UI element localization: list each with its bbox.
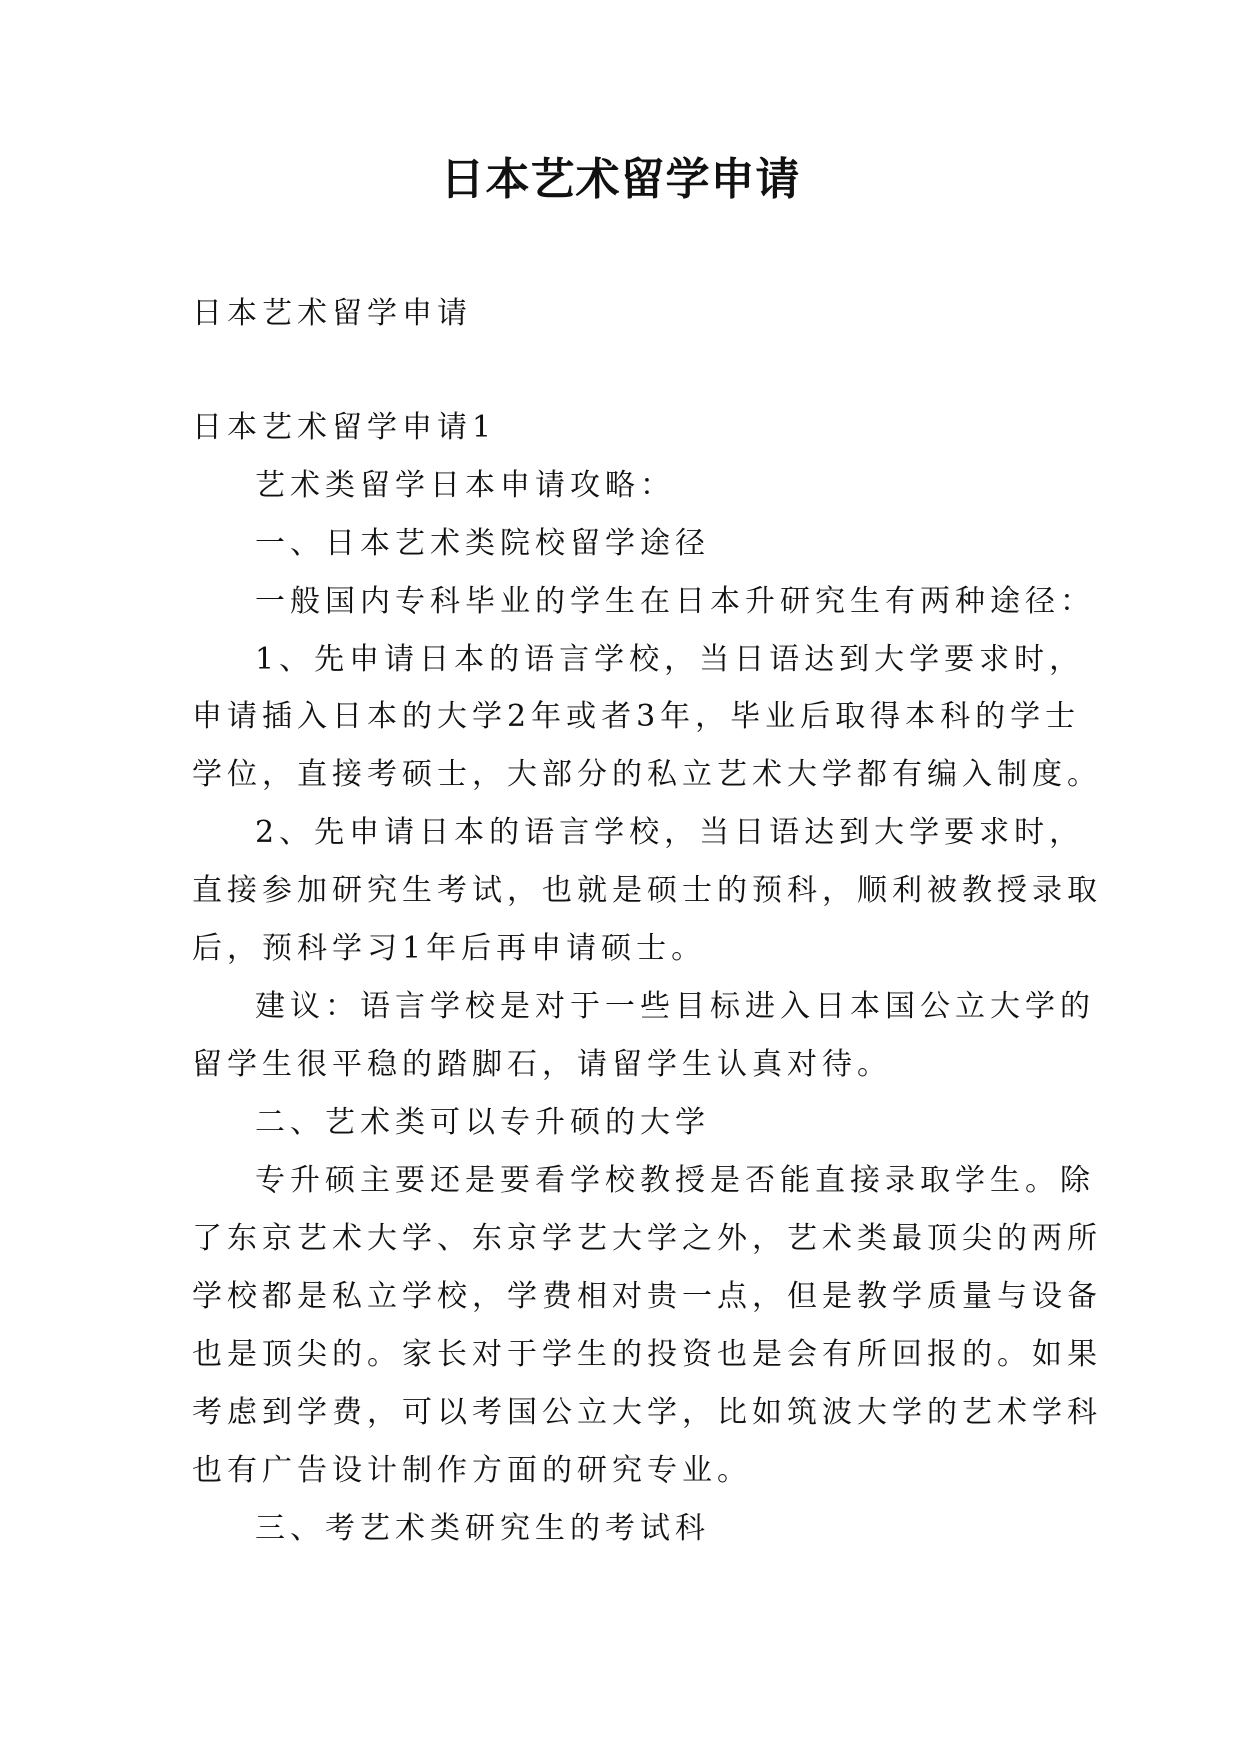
paragraph-line: 1、先申请日本的语言学校，当日语达到大学要求时， — [255, 642, 1085, 677]
paragraph-line: 也是顶尖的。家长对于学生的投资也是会有所回报的。如果 — [192, 1337, 1102, 1372]
document-title: 日本艺术留学申请 — [440, 154, 801, 205]
paragraph-line: 一、日本艺术类院校留学途径 — [255, 526, 710, 561]
paragraph-line: 留学生很平稳的踏脚石，请留学生认真对待。 — [192, 1047, 892, 1082]
paragraph-line: 也有广告设计制作方面的研究专业。 — [192, 1453, 752, 1488]
paragraph-line: 考虑到学费，可以考国公立大学，比如筑波大学的艺术学科 — [192, 1395, 1102, 1430]
paragraph-line: 2、先申请日本的语言学校，当日语达到大学要求时， — [255, 815, 1085, 850]
paragraph-line: 申请插入日本的大学2年或者3年，毕业后取得本科的学士 — [192, 699, 1081, 734]
paragraph-line: 专升硕主要还是要看学校教授是否能直接录取学生。除 — [255, 1163, 1095, 1198]
paragraph-line: 一般国内专科毕业的学生在日本升研究生有两种途径： — [255, 584, 1095, 619]
paragraph-line: 建议：语言学校是对于一些目标进入日本国公立大学的 — [255, 989, 1095, 1024]
paragraph-line: 直接参加研究生考试，也就是硕士的预科，顺利被教授录取 — [192, 873, 1102, 908]
paragraph-line: 学校都是私立学校，学费相对贵一点，但是教学质量与设备 — [192, 1279, 1102, 1314]
paragraph-line: 二、艺术类可以专升硕的大学 — [255, 1105, 710, 1140]
section-heading: 日本艺术留学申请1 — [192, 410, 497, 445]
paragraph-line: 学位，直接考硕士，大部分的私立艺术大学都有编入制度。 — [192, 757, 1102, 792]
paragraph-line: 后，预科学习1年后再申请硕士。 — [192, 931, 707, 966]
document-subtitle: 日本艺术留学申请 — [192, 296, 472, 331]
paragraph-line: 三、考艺术类研究生的考试科 — [255, 1511, 710, 1546]
paragraph-line: 了东京艺术大学、东京学艺大学之外，艺术类最顶尖的两所 — [192, 1221, 1102, 1256]
paragraph-line: 艺术类留学日本申请攻略： — [255, 468, 675, 503]
